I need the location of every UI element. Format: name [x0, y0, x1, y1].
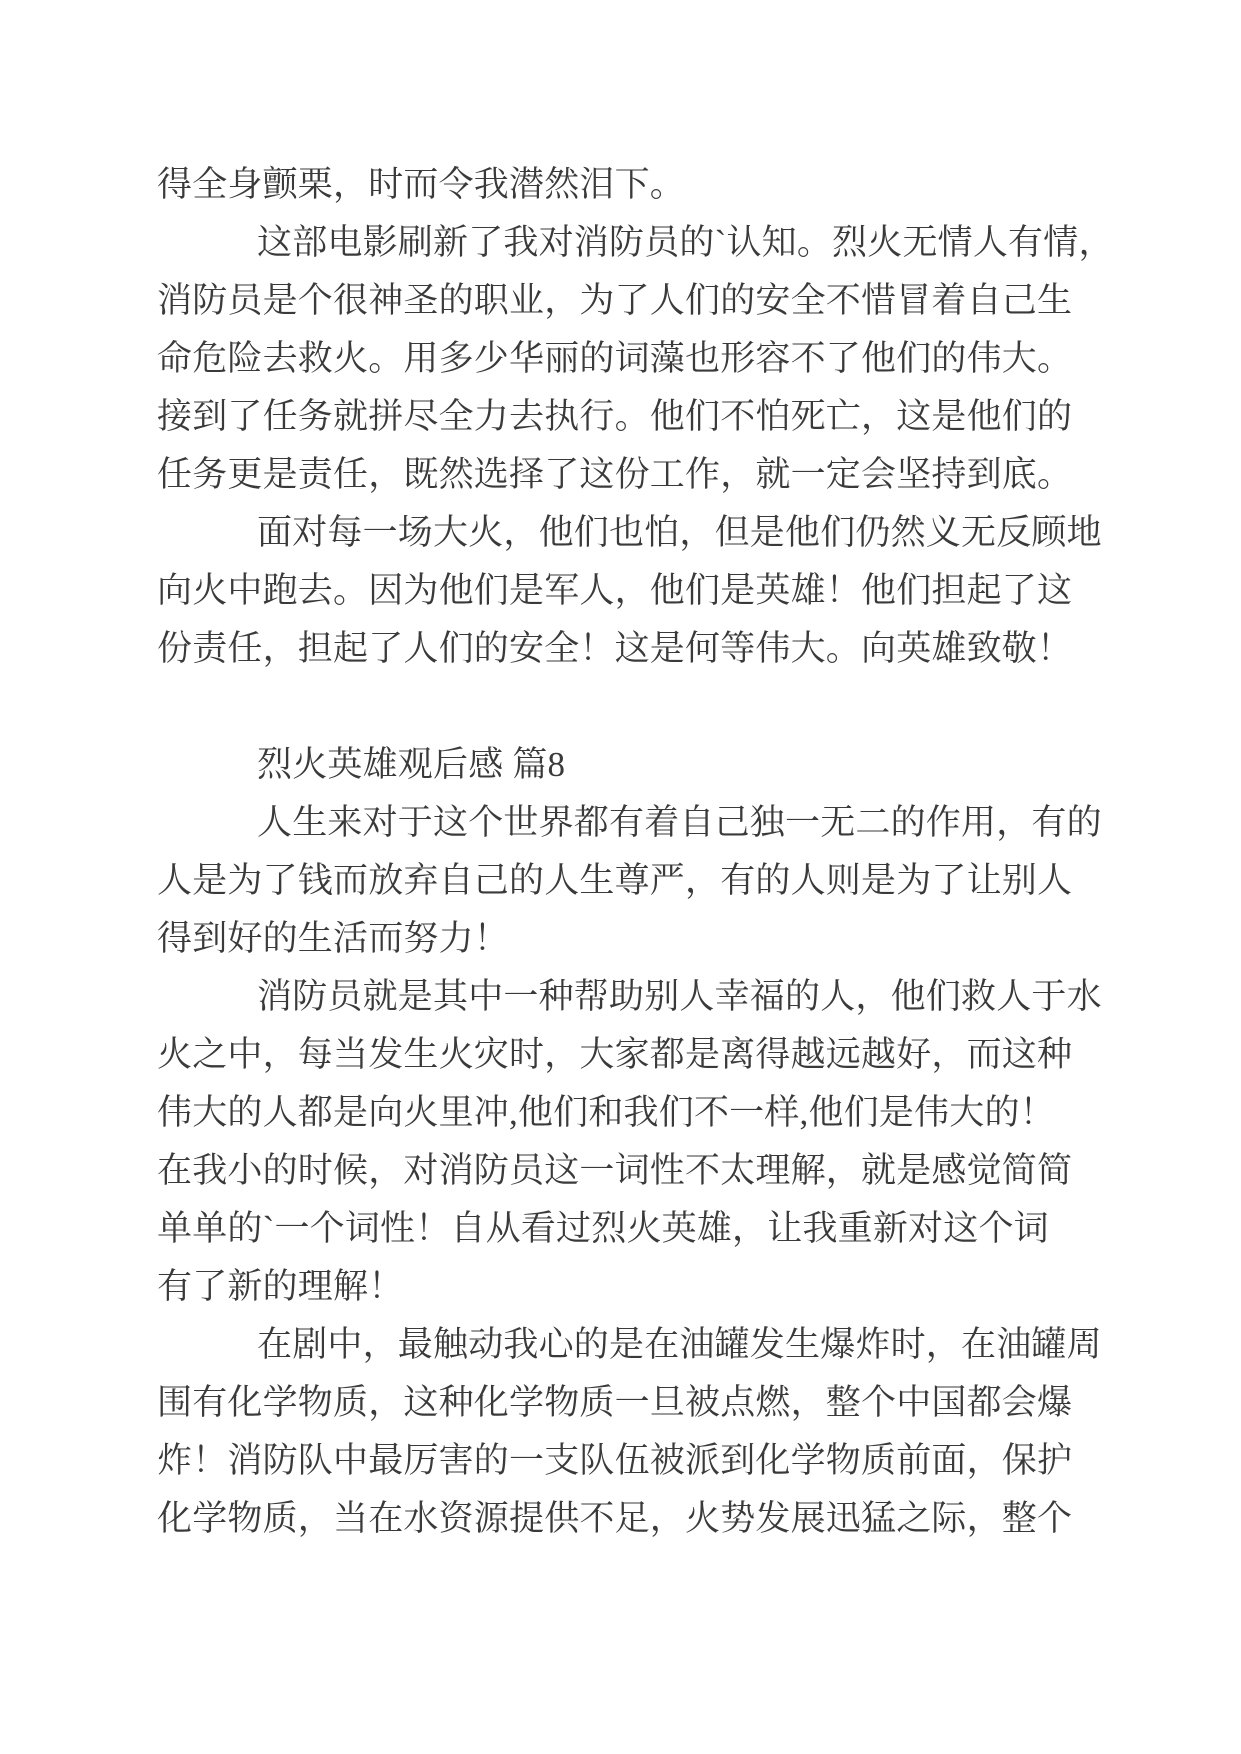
text-line: 接到了任务就拼尽全力去执行。他们不怕死亡，这是他们的: [157, 397, 1073, 436]
text-line: 炸！消防队中最厉害的一支队伍被派到化学物质前面，保护: [157, 1441, 1073, 1480]
document-content: [157, 156, 1114, 1548]
text-line: 有了新的理解！: [157, 1267, 404, 1306]
text-line: 任务更是责任，既然选择了这份工作，就一定会坚持到底。: [157, 455, 1073, 494]
section-heading-text: 烈火英雄观后感 篇8: [257, 745, 566, 784]
paragraph: [157, 1316, 1102, 1548]
text-line: 这部电影刷新了我对消防员的`认知。烈火无情人有情，: [257, 223, 1114, 262]
text-line: 化学物质，当在水资源提供不足，火势发展迅猛之际，整个: [157, 1499, 1073, 1538]
paragraph: [157, 504, 1102, 678]
text-line: 在剧中，最触动我心的是在油罐发生爆炸时，在油罐周: [257, 1325, 1102, 1364]
text-line: 单单的`一个词性！自从看过烈火英雄，让我重新对这个词: [157, 1209, 1049, 1248]
text-line: 得全身颤栗，时而令我潜然泪下。: [157, 165, 686, 204]
text-line: 围有化学物质，这种化学物质一旦被点燃，整个中国都会爆: [157, 1383, 1073, 1422]
paragraph: [157, 214, 1114, 504]
text-line: 伟大的人都是向火里冲,他们和我们不一样,他们是伟大的！: [157, 1093, 1055, 1132]
text-line: 人生来对于这个世界都有着自己独一无二的作用，有的: [257, 803, 1102, 842]
text-line: 得到好的生活而努力！: [157, 919, 510, 958]
paragraph: [157, 968, 1102, 1316]
paragraph: [157, 794, 1102, 968]
text-line: 命危险去救火。用多少华丽的词藻也形容不了他们的伟大。: [157, 339, 1073, 378]
text-line: 面对每一场大火，他们也怕，但是他们仍然义无反顾地: [257, 513, 1102, 552]
text-line: 份责任，担起了人们的安全！这是何等伟大。向英雄致敬！: [157, 629, 1073, 668]
text-line: 人是为了钱而放弃自己的人生尊严，有的人则是为了让别人: [157, 861, 1073, 900]
text-line: 消防员是个很神圣的职业，为了人们的安全不惜冒着自己生: [157, 281, 1073, 320]
text-line: 在我小的时候，对消防员这一词性不太理解，就是感觉简简: [157, 1151, 1073, 1190]
text-line: 消防员就是其中一种帮助别人幸福的人，他们救人于水: [257, 977, 1102, 1016]
text-line: 向火中跑去。因为他们是军人，他们是英雄！他们担起了这: [157, 571, 1073, 610]
text-line: 火之中，每当发生火灾时，大家都是离得越远越好，而这种: [157, 1035, 1073, 1074]
paragraph: [157, 156, 1077, 214]
section-heading: [157, 736, 1077, 794]
